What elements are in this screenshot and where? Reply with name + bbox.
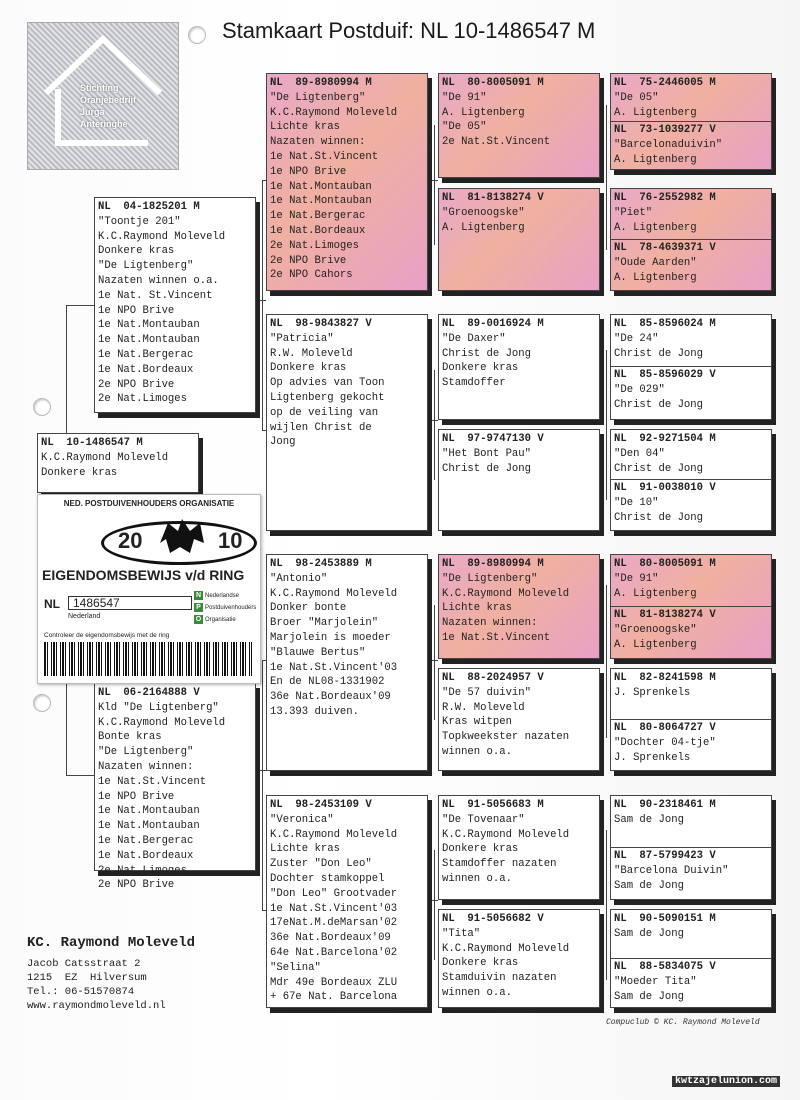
- connector-line: [428, 420, 438, 421]
- pedigree-line: Marjolein is moeder: [270, 631, 391, 644]
- pedigree-line: "De Ligtenberg": [98, 260, 194, 273]
- logo-text: Oranjebedrijf: [80, 95, 137, 105]
- ancestor-bottom: [614, 481, 716, 525]
- pedigree-line: K.C.Raymond Moleveld: [442, 828, 570, 841]
- pedigree-box-sds: [438, 314, 600, 420]
- pedigree-line: winnen o.a.: [442, 872, 512, 885]
- ring-number: NL 73-1039277 V: [614, 124, 716, 136]
- pedigree-line: "Oude Aarden": [614, 256, 697, 269]
- pedigree-line: Topkweekster nazaten: [442, 731, 570, 744]
- pedigree-line: "Piet": [614, 206, 653, 219]
- ring-number: NL 76-2552982 M: [614, 192, 716, 204]
- connector-line: [66, 305, 67, 435]
- pedigree-line: "De 05": [442, 121, 487, 134]
- pedigree-line: Stamduivin nazaten: [442, 972, 557, 985]
- pedigree-line: 2e Nat.Limoges: [98, 864, 188, 877]
- ring-number: NL 97-9747130 V: [442, 433, 544, 445]
- pedigree-line: "De Tovenaar": [442, 813, 525, 826]
- box-divider: [611, 606, 771, 607]
- ring-number: NL 10-1486547 M: [41, 437, 143, 449]
- connector-line: [434, 850, 435, 960]
- owner-block: [27, 935, 195, 1013]
- connector-line: [256, 770, 266, 771]
- pedigree-box-g6: [610, 668, 772, 771]
- pedigree-line: "De Ligtenberg": [442, 572, 538, 585]
- pedigree-line: 1e Nat.Montauban: [270, 180, 372, 193]
- card-year-right: 10: [218, 528, 243, 553]
- pedigree-line: 1e Nat.St.Vincent: [442, 631, 551, 644]
- pedigree-line: Lichte kras: [270, 843, 340, 856]
- connector-line: [434, 125, 435, 245]
- pedigree-line: "Dochter 04-tje": [614, 736, 716, 749]
- ancestor-bottom: [614, 368, 716, 412]
- pedigree-line: K.C.Raymond Moleveld: [41, 451, 169, 464]
- pedigree-box-g8: [610, 909, 772, 1008]
- box-divider: [611, 239, 771, 240]
- connector-line: [66, 680, 67, 775]
- pedigree-line: A. Ligtenberg: [614, 587, 697, 600]
- pedigree-line: 2e NPO Cahors: [270, 269, 353, 282]
- pedigree-box-sire: [94, 197, 256, 413]
- owner-tel: Tel.: 06-51570874: [27, 986, 135, 998]
- logo-text: Jurga: [80, 107, 105, 117]
- card-title: EIGENDOMSBEWIJS v/d RING: [42, 567, 245, 583]
- ring-number: NL 91-5056683 M: [442, 799, 544, 811]
- pedigree-box-ssd: [438, 188, 600, 291]
- npo-line: Postduivenhouders: [205, 605, 257, 611]
- ring-number: NL 98-2453109 V: [270, 799, 372, 811]
- pedigree-line: K.C.Raymond Moleveld: [442, 942, 570, 955]
- logo-text: Anteringhe: [80, 119, 128, 129]
- pedigree-box-g2: [610, 188, 772, 291]
- box-divider: [611, 958, 771, 959]
- pedigree-line: 2e NPO Brive: [98, 879, 175, 892]
- pedigree-line: + 67e Nat. Barcelona: [270, 991, 398, 1004]
- pedigree-box-dam: [94, 683, 256, 892]
- pedigree-line: 64e Nat.Barcelona'02: [270, 946, 398, 959]
- pedigree-line: 1e Nat.St.Vincent'03: [270, 661, 398, 674]
- pedigree-line: "Don Leo" Grootvader: [270, 887, 398, 900]
- lion-emblem-icon: [150, 513, 210, 561]
- pedigree-line: "Barcelonaduivin": [614, 138, 723, 151]
- page-title: Stamkaart Postduif: NL 10-1486547 M: [222, 18, 596, 43]
- barcode: [44, 642, 252, 676]
- pedigree-line: Donkere kras: [442, 843, 519, 856]
- pedigree-line: 1e Nat.Montauban: [98, 805, 200, 818]
- pedigree-line: Bonte kras: [98, 731, 162, 744]
- pedigree-line: "De 029": [614, 383, 665, 396]
- pedigree-line: A. Ligtenberg: [614, 153, 697, 166]
- card-npo-legend: N Nederlandse P Postduivenhouders O Organisatie: [195, 592, 257, 623]
- pedigree-line: 1e Nat.Bergerac: [270, 210, 366, 223]
- watermark: kwtzajelunion.com: [672, 1076, 780, 1087]
- pedigree-box-dss: [438, 554, 600, 659]
- pedigree-line: "Blauwe Bertus": [270, 646, 366, 659]
- ancestor-bottom: [614, 721, 716, 765]
- pedigree-line: 2e NPO Brive: [98, 378, 175, 391]
- pedigree-line: "Het Bont Pau": [442, 447, 532, 460]
- connector-line: [256, 300, 266, 301]
- connector-line: [262, 180, 263, 430]
- ring-number: NL 04-1825201 M: [98, 201, 200, 213]
- pedigree-line: "De Ligtenberg": [270, 91, 366, 104]
- owner-website: www.raymondmoleveld.nl: [27, 1000, 166, 1012]
- ring-number: NL 89-8980994 M: [270, 77, 372, 89]
- pedigree-line: 1e Nat.Montauban: [98, 334, 200, 347]
- ring-number: NL 88-5834075 V: [614, 961, 716, 973]
- ancestor-top: [614, 912, 768, 942]
- pedigree-box-g3: [610, 314, 772, 420]
- connector-line: [434, 605, 435, 720]
- pedigree-line: winnen o.a.: [442, 986, 512, 999]
- ring-number: NL 06-2164888 V: [98, 687, 200, 699]
- ring-number: NL 98-2453889 M: [270, 558, 372, 570]
- pedigree-box-sss: [438, 73, 600, 178]
- connector-line: [606, 830, 607, 980]
- card-control-text: Controleer de eigendomsbewijs met de ring: [44, 632, 170, 639]
- pedigree-line: Donkere kras: [442, 957, 519, 970]
- pedigree-line: K.C.Raymond Moleveld: [98, 230, 226, 243]
- pedigree-box-dsd: [438, 668, 600, 771]
- pedigree-box-g1: [610, 73, 772, 170]
- ancestor-top: [614, 671, 768, 701]
- pedigree-line: Lichte kras: [442, 602, 512, 615]
- pedigree-line: Mdr 49e Bordeaux ZLU: [270, 976, 398, 989]
- pedigree-line: "De 05": [614, 91, 659, 104]
- pedigree-line: En de NL08-1331902: [270, 676, 385, 689]
- ancestor-bottom: [614, 123, 722, 167]
- ring-number: NL 90-2318461 M: [614, 799, 716, 811]
- pedigree-line: Jong: [270, 436, 296, 449]
- ring-number: NL 78-4639371 V: [614, 242, 716, 254]
- pedigree-line: winnen o.a.: [442, 745, 512, 758]
- ring-ownership-card: [37, 494, 261, 684]
- pedigree-line: op de veiling van: [270, 406, 379, 419]
- ancestor-top: [614, 798, 768, 828]
- pedigree-line: 1e Nat.Montauban: [270, 195, 372, 208]
- box-divider: [611, 121, 771, 122]
- ring-number: NL 85-8596024 M: [614, 318, 716, 330]
- pedigree-line: R.W. Moleveld: [270, 347, 353, 360]
- pedigree-line: "Patricia": [270, 332, 334, 345]
- ring-number: NL 81-8138274 V: [442, 192, 544, 204]
- logo-text: Stichting: [80, 83, 119, 93]
- pedigree-line: 1e NPO Brive: [270, 165, 347, 178]
- pedigree-line: "Moeder Tita": [614, 975, 697, 988]
- pedigree-line: Kld "De Ligtenberg": [98, 701, 219, 714]
- pedigree-box-dd: [266, 795, 428, 1008]
- punch-hole: [33, 398, 51, 416]
- pedigree-line: Christ de Jong: [614, 511, 704, 524]
- pedigree-line: "Toontje 201": [98, 215, 181, 228]
- ring-number: NL 89-8980994 M: [442, 558, 544, 570]
- connector-line: [428, 180, 438, 181]
- pedigree-line: Nazaten winnen:: [98, 760, 194, 773]
- connector-line: [606, 585, 607, 738]
- pedigree-line: 1e Nat. St.Vincent: [98, 289, 213, 302]
- pedigree-line: 1e Nat.Montauban: [98, 820, 200, 833]
- pedigree-line: "De 91": [614, 572, 659, 585]
- pedigree-line: "Barcelona Duivin": [614, 864, 729, 877]
- pedigree-line: 36e Nat.Bordeaux'09: [270, 691, 391, 704]
- card-year-left: 20: [118, 528, 143, 553]
- pedigree-box-ds: [266, 554, 428, 771]
- pedigree-line: A. Ligtenberg: [614, 271, 697, 284]
- pedigree-line: 36e Nat.Bordeaux'09: [270, 932, 391, 945]
- pedigree-line: A. Ligtenberg: [442, 106, 525, 119]
- pedigree-line: 2e Nat.St.Vincent: [442, 136, 551, 149]
- ring-number: NL 89-0016924 M: [442, 318, 544, 330]
- pedigree-line: "Selina": [270, 961, 321, 974]
- connector-line: [606, 105, 607, 250]
- connector-line: [428, 660, 438, 661]
- pedigree-line: Donker bonte: [270, 602, 347, 615]
- pedigree-line: 1e Nat.Bergerac: [98, 834, 194, 847]
- ring-number: NL 85-8596029 V: [614, 369, 716, 381]
- connector-line: [262, 660, 263, 910]
- pedigree-line: Zuster "Don Leo": [270, 858, 372, 871]
- ring-number: NL 88-2024957 V: [442, 672, 544, 684]
- pedigree-line: Nazaten winnen o.a.: [98, 274, 219, 287]
- pedigree-line: Donkere kras: [41, 466, 118, 479]
- box-divider: [611, 847, 771, 848]
- pedigree-box-g7: [610, 795, 772, 900]
- ancestor-top: [614, 76, 768, 120]
- pedigree-line: "De Daxer": [442, 332, 506, 345]
- pedigree-line: Dochter stamkoppel: [270, 872, 385, 885]
- pedigree-line: A. Ligtenberg: [614, 221, 697, 234]
- owner-name: KC. Raymond Moleveld: [27, 935, 196, 951]
- pedigree-line: Kras witpen: [442, 716, 512, 729]
- ring-number: NL 80-8064727 V: [614, 722, 716, 734]
- connector-line: [66, 305, 94, 306]
- pedigree-line: 13.393 duiven.: [270, 705, 360, 718]
- ancestor-bottom: [614, 960, 716, 1004]
- pedigree-line: R.W. Moleveld: [442, 701, 525, 714]
- pedigree-line: 2e Nat.Limoges: [98, 393, 188, 406]
- pedigree-line: K.C.Raymond Moleveld: [270, 587, 398, 600]
- box-divider: [611, 479, 771, 480]
- pedigree-line: "De 10": [614, 496, 659, 509]
- pedigree-box-dds: [438, 795, 600, 900]
- pedigree-line: Christ de Jong: [614, 347, 704, 360]
- pedigree-line: "De 24": [614, 332, 659, 345]
- pedigree-line: 1e Nat.St.Vincent'03: [270, 902, 398, 915]
- pedigree-box-sdd: [438, 429, 600, 531]
- pedigree-line: Op advies van Toon: [270, 377, 385, 390]
- pedigree-line: Nazaten winnen:: [442, 617, 538, 630]
- pedigree-line: 2e Nat.Limoges: [270, 239, 360, 252]
- pedigree-line: A. Ligtenberg: [442, 221, 525, 234]
- ring-number: NL 87-5799423 V: [614, 850, 716, 862]
- pedigree-line: Christ de Jong: [442, 347, 532, 360]
- box-divider: [611, 719, 771, 720]
- pedigree-line: "Groenoogske": [442, 206, 525, 219]
- ring-number: NL 80-8005091 M: [442, 77, 544, 89]
- pedigree-line: Christ de Jong: [442, 462, 532, 475]
- ancestor-bottom: [614, 241, 716, 285]
- punch-hole: [188, 26, 206, 44]
- pedigree-line: 1e Nat.Bergerac: [98, 348, 194, 361]
- connector-line: [434, 370, 435, 480]
- pedigree-box-ss: [266, 73, 428, 291]
- pedigree-line: "Den 04": [614, 447, 665, 460]
- ancestor-top: [614, 191, 768, 235]
- pedigree-line: "Antonio": [270, 572, 328, 585]
- ancestor-bottom: [614, 608, 716, 652]
- connector-line: [428, 900, 438, 901]
- card-country: Nederland: [68, 613, 101, 620]
- card-org: NED. POSTDUIVENHOUDERS ORGANISATIE: [63, 499, 235, 508]
- npo-line: Organisatie: [205, 617, 236, 623]
- ring-number: NL 75-2446005 M: [614, 77, 716, 89]
- box-divider: [611, 366, 771, 367]
- ring-number: NL 98-9843827 V: [270, 318, 372, 330]
- pedigree-box-g4: [610, 429, 772, 531]
- ancestor-bottom: [614, 849, 728, 893]
- connector-line: [66, 775, 94, 776]
- pedigree-line: Lichte kras: [270, 121, 340, 134]
- punch-hole: [33, 694, 51, 712]
- pedigree-box-subject: [37, 433, 199, 493]
- pedigree-line: 1e Nat.Montauban: [98, 319, 200, 332]
- pedigree-line: Donkere kras: [442, 362, 519, 375]
- pedigree-line: Donkere kras: [98, 245, 175, 258]
- pedigree-line: J. Sprenkels: [614, 686, 691, 699]
- ring-number: NL 82-8241598 M: [614, 672, 716, 684]
- pedigree-line: "Groenoogske": [614, 623, 697, 636]
- connector-line: [606, 350, 607, 500]
- card-ring-number: 1486547: [68, 596, 192, 610]
- pedigree-line: Ligtenberg gekocht: [270, 391, 385, 404]
- ring-number: NL 91-0038010 V: [614, 482, 716, 494]
- pedigree-line: Stamdoffer nazaten: [442, 858, 557, 871]
- pedigree-line: K.C.Raymond Moleveld: [98, 716, 226, 729]
- npo-line: Nederlandse: [205, 593, 240, 599]
- pedigree-line: 1e Nat.Bordeaux: [270, 224, 366, 237]
- ancestor-top: [614, 557, 768, 601]
- pedigree-line: Broer "Marjolein": [270, 617, 379, 630]
- owner-city: 1215 EZ Hilversum: [27, 972, 147, 984]
- pedigree-line: "De 91": [442, 91, 487, 104]
- pedigree-line: Nazaten winnen:: [270, 136, 366, 149]
- pedigree-line: Stamdoffer: [442, 377, 506, 390]
- ring-number: NL 91-5056682 V: [442, 913, 544, 925]
- ring-number: NL 90-5090151 M: [614, 913, 716, 925]
- pedigree-line: 1e Nat.St.Vincent: [98, 775, 207, 788]
- card-nl: NL: [44, 597, 60, 611]
- pedigree-line: "De 57 duivin": [442, 686, 532, 699]
- pedigree-line: A. Ligtenberg: [614, 638, 697, 651]
- pedigree-line: Sam de Jong: [614, 813, 684, 826]
- pedigree-line: Sam de Jong: [614, 879, 684, 892]
- pedigree-line: Christ de Jong: [614, 462, 704, 475]
- pedigree-line: 1e Nat.Bordeaux: [98, 363, 194, 376]
- ancestor-top: [614, 317, 768, 361]
- pedigree-line: K.C.Raymond Moleveld: [442, 587, 570, 600]
- pedigree-line: Sam de Jong: [614, 927, 684, 940]
- club-logo: [27, 22, 179, 170]
- pedigree-line: Christ de Jong: [614, 398, 704, 411]
- ring-number: NL 80-8005091 M: [614, 558, 716, 570]
- pedigree-line: J. Sprenkels: [614, 751, 691, 764]
- pedigree-line: Sam de Jong: [614, 990, 684, 1003]
- pedigree-box-ddd: [438, 909, 600, 1008]
- pedigree-line: 1e NPO Brive: [98, 304, 175, 317]
- pedigree-line: "Veronica": [270, 813, 334, 826]
- pedigree-line: wijlen Christ de: [270, 421, 372, 434]
- pedigree-line: K.C.Raymond Moleveld: [270, 106, 398, 119]
- owner-address: Jacob Catsstraat 2: [27, 958, 141, 970]
- pedigree-line: 1e NPO Brive: [98, 790, 175, 803]
- credit-line: Compuclub © KC. Raymond Moleveld: [606, 1018, 760, 1027]
- pedigree-box-g5: [610, 554, 772, 659]
- pedigree-line: K.C.Raymond Moleveld: [270, 828, 398, 841]
- pedigree-line: "De Ligtenberg": [98, 746, 194, 759]
- pedigree-line: 17eNat.M.deMarsan'02: [270, 917, 398, 930]
- pedigree-line: "Tita": [442, 927, 481, 940]
- pedigree-line: 2e NPO Brive: [270, 254, 347, 267]
- pedigree-line: A. Ligtenberg: [614, 106, 697, 119]
- pedigree-box-sd: [266, 314, 428, 531]
- ring-number: NL 81-8138274 V: [614, 609, 716, 621]
- ring-number: NL 92-9271504 M: [614, 433, 716, 445]
- pedigree-line: 1e Nat.Bordeaux: [98, 849, 194, 862]
- ancestor-top: [614, 432, 768, 476]
- pedigree-line: Donkere kras: [270, 362, 347, 375]
- pedigree-line: 1e Nat.St.Vincent: [270, 150, 379, 163]
